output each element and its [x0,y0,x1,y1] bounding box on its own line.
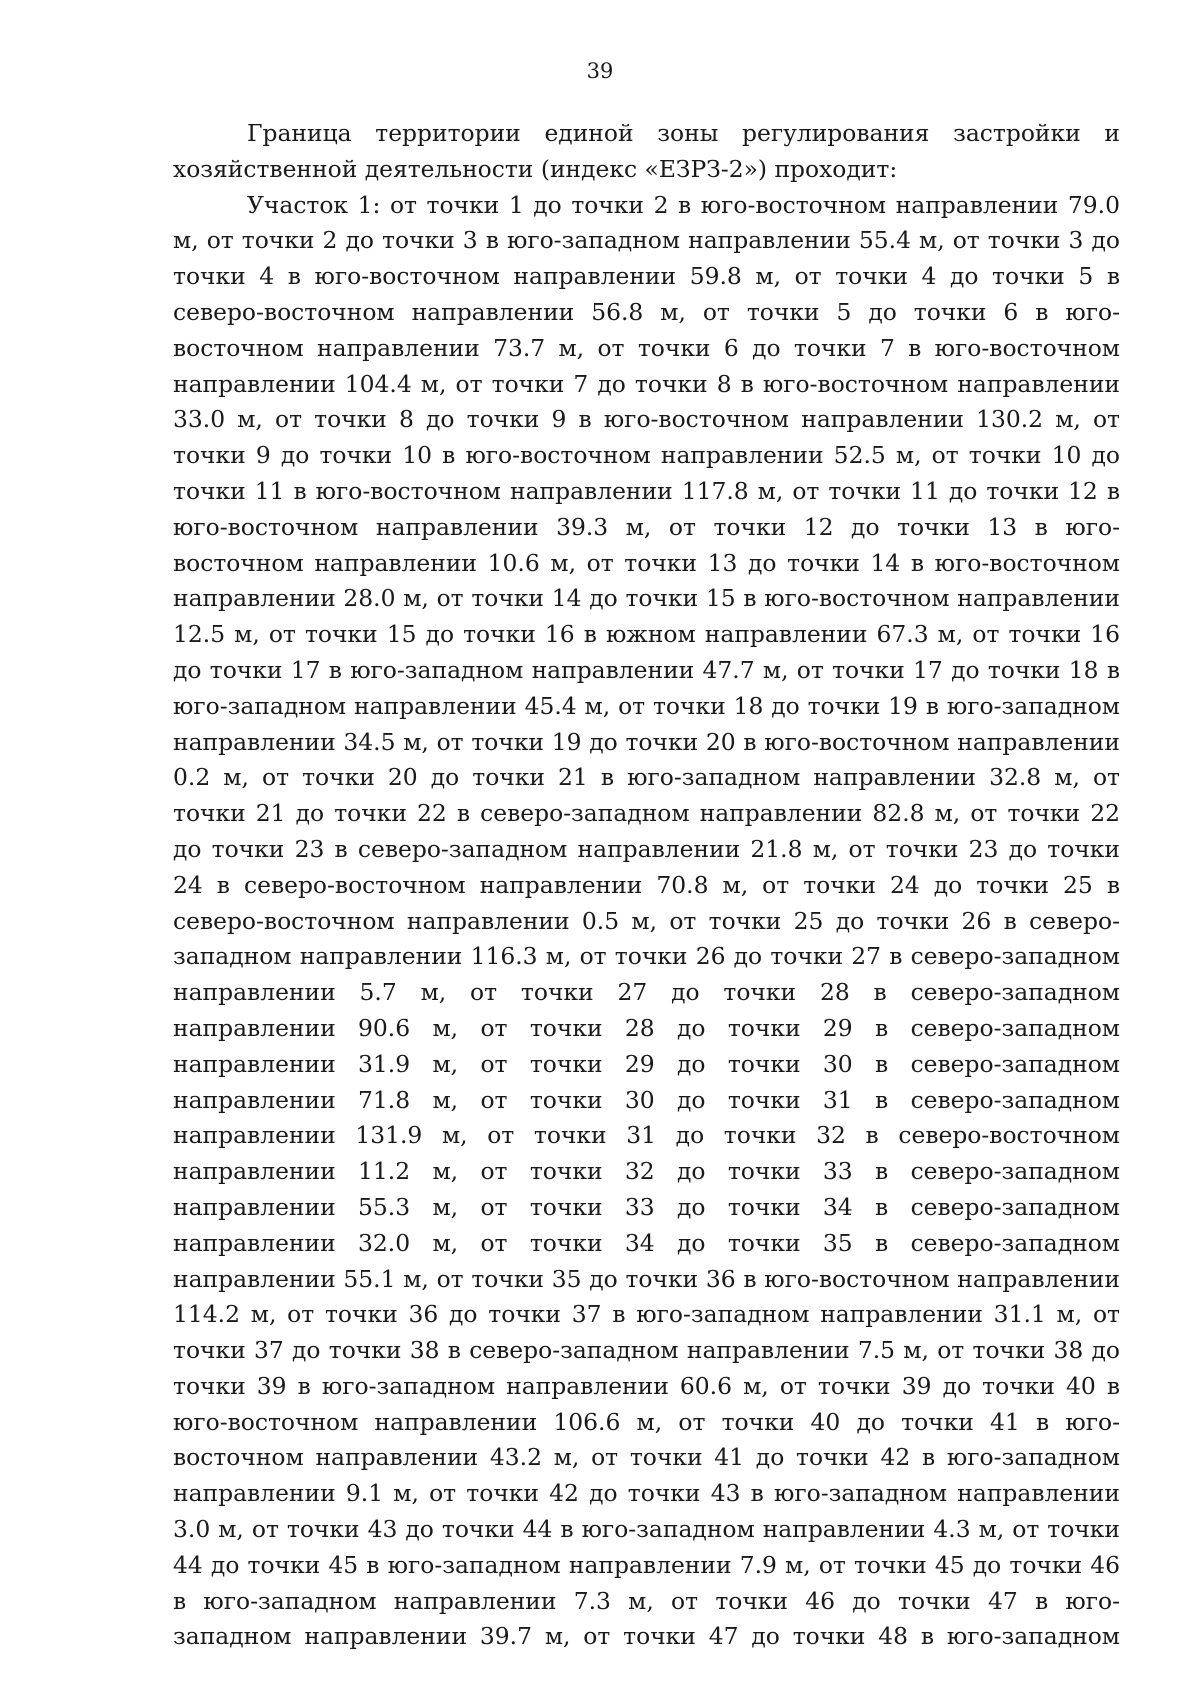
section-1-paragraph: Участок 1: от точки 1 до точки 2 в юго-восточном направлении 79.0 м, от точки 2 до точки 3 в юго-западном направлении 55.4 м, от точки 3 до точки 4 в юго-восточном направлении 59.8 м, от точки 4 до точки 5 в северо-восточном направлении 56.8 м, от точки 5 до точки 6 в юго-восточном направлении 73.7 м, от точки 6 до точки 7 в юго-восточном направлении 104.4 м, от точки 7 до точки 8 в юго-восточном направлении 33.0 м, от точки 8 до точки 9 в юго-восточном направлении 130.2 м, от точки 9 до точки 10 в юго-восточном направлении 52.5 м, от точки 10 до точки 11 в юго-восточном направлении 117.8 м, от точки 11 до точки 12 в юго-восточном направлении 39.3 м, от точки 12 до точки 13 в юго-восточном направлении 10.6 м, от точки 13 до точки 14 в юго-восточном направлении 28.0 м, от точки 14 до точки 15 в юго-восточном направлении 12.5 м, от точки 15 до точки 16 в южном направлении 67.3 м, от точки 16 до точки 17 в юго-западном направлении 47.7 м, от точки 17 до точки 18 в юго-западном направлении 45.4 м, от точки 18 до точки 19 в юго-западном направлении 34.5 м, от точки 19 до точки 20 в юго-восточном направлении 0.2 м, от точки 20 до точки 21 в юго-западном направлении 32.8 м, от точки 21 до точки 22 в северо-западном направлении 82.8 м, от точки 22 до точки 23 в северо-западном направлении 21.8 м, от точки 23 до точки 24 в северо-восточном направлении 70.8 м, от точки 24 до точки 25 в северо-восточном направлении 0.5 м, от точки 25 до точки 26 в северо-западном направлении 116.3 м, от точки 26 до точки 27 в северо-западном направлении 5.7 м, от точки 27 до точки 28 в северо-западном направлении 90.6 м, от точки 28 до точки 29 в северо-западном направлении 31.9 м, от точки 29 до точки 30 в северо-западном направлении 71.8 м, от точки 30 до точки 31 в северо-западном направлении 131.9 м, от точки 31 до точки 32 в северо-восточном направлении 11.2 м, от точки 32 до точки 33 в северо-западном направлении 55.3 м, от точки 33 до точки 34 в северо-западном направлении 32.0 м, от точки 34 до точки 35 в северо-западном направлении 55.1 м, от точки 35 до точки 36 в юго-восточном направлении 114.2 м, от точки 36 до точки 37 в юго-западном направлении 31.1 м, от точки 37 до точки 38 в северо-западном направлении 7.5 м, от точки 38 до точки 39 в юго-западном направлении 60.6 м, от точки 39 до точки 40 в юго-восточном направлении 106.6 м, от точки 40 до точки 41 в юго-восточном направлении 43.2 м, от точки 41 до точки 42 в юго-западном направлении 9.1 м, от точки 42 до точки 43 в юго-западном направлении 3.0 м, от точки 43 до точки 44 в юго-западном направлении 4.3 м, от точки 44 до точки 45 в юго-западном направлении 7.9 м, от точки 45 до точки 46 в юго-западном направлении 7.3 м, от точки 46 до точки 47 в юго-западном направлении 39.7 м, от точки 47 до точки 48 в юго-западном [173,190,1120,1651]
intro-paragraph: Граница территории единой зоны регулирования застройки и хозяйственной деятельности (индекс «ЕЗРЗ-2») проходит: [173,119,1120,183]
page-number: 39 [586,59,614,83]
document-body [173,116,1120,1655]
